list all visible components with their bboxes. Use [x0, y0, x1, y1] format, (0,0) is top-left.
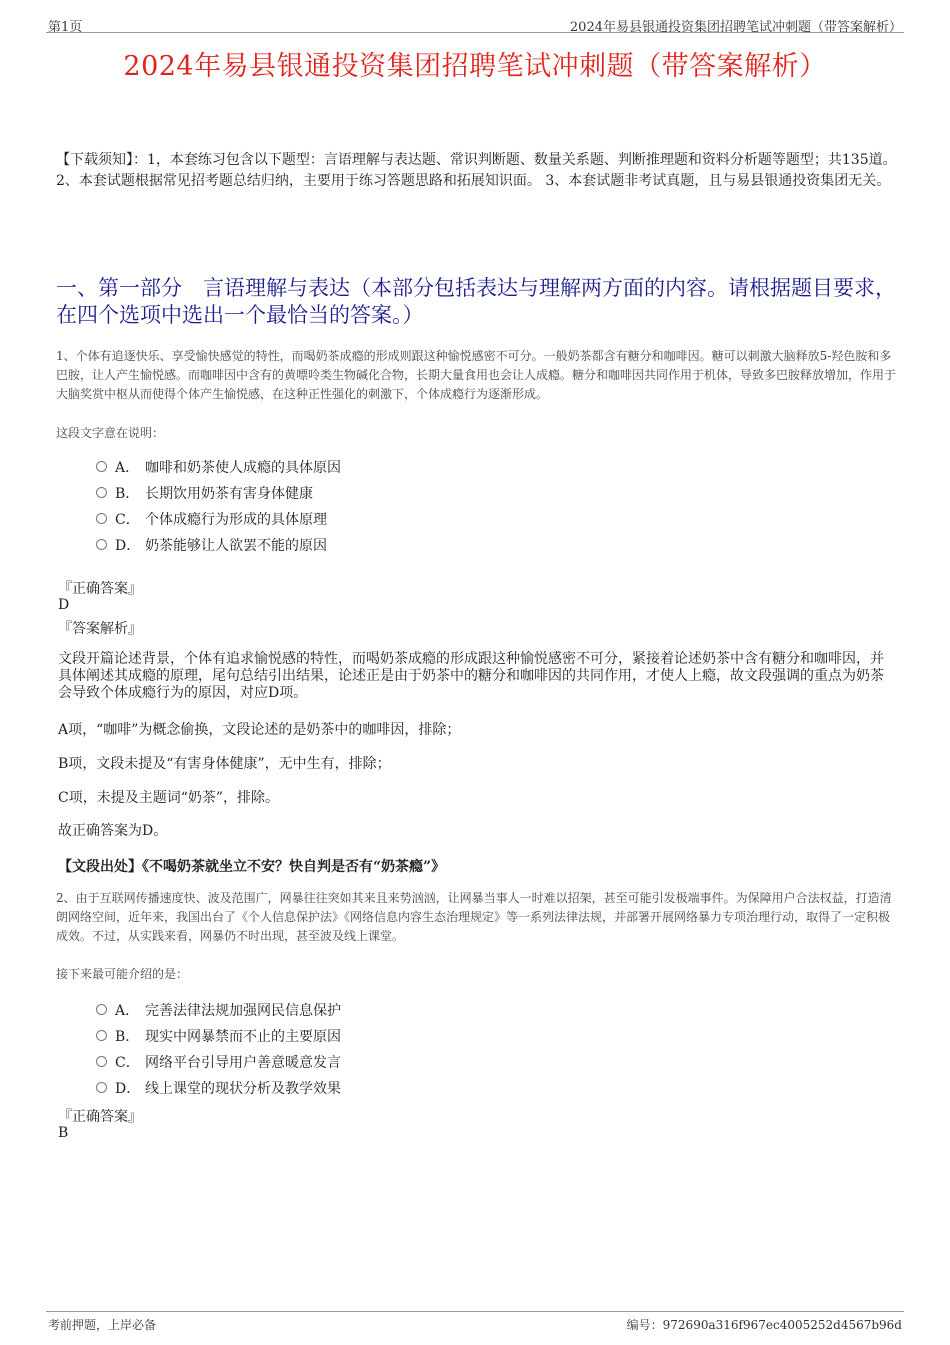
- radio-button-icon[interactable]: [96, 539, 107, 550]
- option-text: 长期饮用奶茶有害身体健康: [145, 486, 313, 502]
- option-text: 奶茶能够让人欲罢不能的原因: [145, 538, 327, 554]
- header-doc-title: 2024年易县银通投资集团招聘笔试冲刺题（带答案解析）: [569, 20, 902, 35]
- option-text: 线上课堂的现状分析及教学效果: [145, 1081, 341, 1097]
- question-1-text: 1、个体有追逐快乐、享受愉快感觉的特性，而喝奶茶成瘾的形成则跟这种愉悦感密不可分。一般奶茶都含有糖分和咖啡因。糖可以刺激大脑释放5-羟色胺和多巴胺，让人产生愉悦感。而咖啡因中含有的黄嘌呤类生物碱化合物，长期大量食用也会让人成瘾。糖分和咖啡因共同作用于机体，导致多巴胺释放增加，作用于大脑奖赏中枢从而使得个体产生愉悦感，在这种正性强化的刺激下，个体成瘾行为逐渐形成。: [56, 349, 897, 401]
- analysis-paragraph: A项，“咖啡”为概念偷换，文段论述的是奶茶中的咖啡因，排除；: [58, 722, 461, 738]
- option-letter: B．: [115, 1029, 140, 1045]
- radio-button-icon[interactable]: [96, 487, 107, 498]
- option-text: 咖啡和奶茶使人成瘾的具体原因: [145, 460, 341, 476]
- section-heading: 一、第一部分 言语理解与表达（本部分包括表达与理解两方面的内容。请根据题目要求，在四个选项中选出一个最恰当的答案。）: [56, 276, 896, 327]
- radio-button-icon[interactable]: [96, 1004, 107, 1015]
- page-header: [46, 14, 904, 33]
- question-1-analysis-label: 『答案解析』: [58, 621, 142, 637]
- page-footer: [46, 1311, 904, 1334]
- question-1-prompt: 这段文字意在说明：: [56, 426, 165, 440]
- question-2-text: 2、由于互联网传播速度快、波及范围广，网暴往往突如其来且来势汹汹，让网暴当事人一时难以招架，甚至可能引发极端事件。为保障用户合法权益，打造清朗网络空间，近年来，我国出台了《个人信息保护法》《网络信息内容生态治理规定》等一系列法律法规，并部署开展网络暴力专项治理行动，取得了一定积极成效。不过，从实践来看，网暴仍不时出现，甚至波及线上课堂。: [56, 891, 892, 943]
- document-title: 2024年易县银通投资集团招聘笔试冲刺题（带答案解析）: [123, 51, 827, 82]
- analysis-paragraph: C项，未提及主题词“奶茶”，排除。: [58, 790, 280, 806]
- footer-serial-number: 编号：972690a316f967ec4005252d4567b96d: [626, 1318, 902, 1332]
- page-number: 第1页: [48, 20, 83, 35]
- download-notice: 【下载须知】：1，本套练习包含以下题型：言语理解与表达题、常识判断题、数量关系题、判断推理题和资料分析题等题型；共135道。 2、本套试题根据常见招考题总结归纳，主要用于练习答题思路和拓展知识面。 3、本套试题非考试真题，且与易县银通投资集团无关。: [56, 152, 897, 189]
- option-letter: C．: [115, 1055, 140, 1071]
- analysis-paragraph: B项，文段未提及“有害身体健康”，无中生有，排除；: [58, 756, 391, 772]
- option-letter: B．: [115, 486, 140, 502]
- analysis-paragraph: 文段开篇论述背景，个体有追求愉悦感的特性，而喝奶茶成瘾的形成跟这种愉悦感密不可分，紧接着论述奶茶中含有糖分和咖啡因，并具体阐述其成瘾的原理，尾句总结引出结果，论述正是由于奶茶中的糖分和咖啡因的共同作用，才使人上瘾，故文段强调的重点为奶茶会导致个体成瘾行为的原因，对应D项。: [58, 651, 884, 701]
- question-1-source: 【文段出处】《不喝奶茶就坐立不安？快自判是否有“奶茶瘾”》: [58, 859, 446, 875]
- option-text: 个体成瘾行为形成的具体原理: [145, 512, 327, 528]
- option-letter: D．: [115, 1081, 141, 1097]
- question-2-answer: B: [58, 1125, 69, 1141]
- question-2-answer-label: 『正确答案』: [58, 1109, 142, 1125]
- radio-button-icon[interactable]: [96, 461, 107, 472]
- option-text: 网络平台引导用户善意暖意发言: [145, 1055, 341, 1071]
- option-letter: A．: [115, 1003, 140, 1019]
- footer-slogan: 考前押题，上岸必备: [48, 1318, 157, 1332]
- question-1-answer: D: [58, 597, 70, 613]
- radio-button-icon[interactable]: [96, 513, 107, 524]
- option-letter: D．: [115, 538, 141, 554]
- radio-button-icon[interactable]: [96, 1082, 107, 1093]
- question-2-prompt: 接下来最可能介绍的是：: [56, 967, 189, 981]
- radio-button-icon[interactable]: [96, 1030, 107, 1041]
- analysis-paragraph: 故正确答案为D。: [58, 823, 168, 839]
- option-letter: A．: [115, 460, 140, 476]
- option-letter: C．: [115, 512, 140, 528]
- option-text: 现实中网暴禁而不止的主要原因: [145, 1029, 341, 1045]
- question-1-answer-label: 『正确答案』: [58, 581, 142, 597]
- option-text: 完善法律法规加强网民信息保护: [145, 1003, 341, 1019]
- radio-button-icon[interactable]: [96, 1056, 107, 1067]
